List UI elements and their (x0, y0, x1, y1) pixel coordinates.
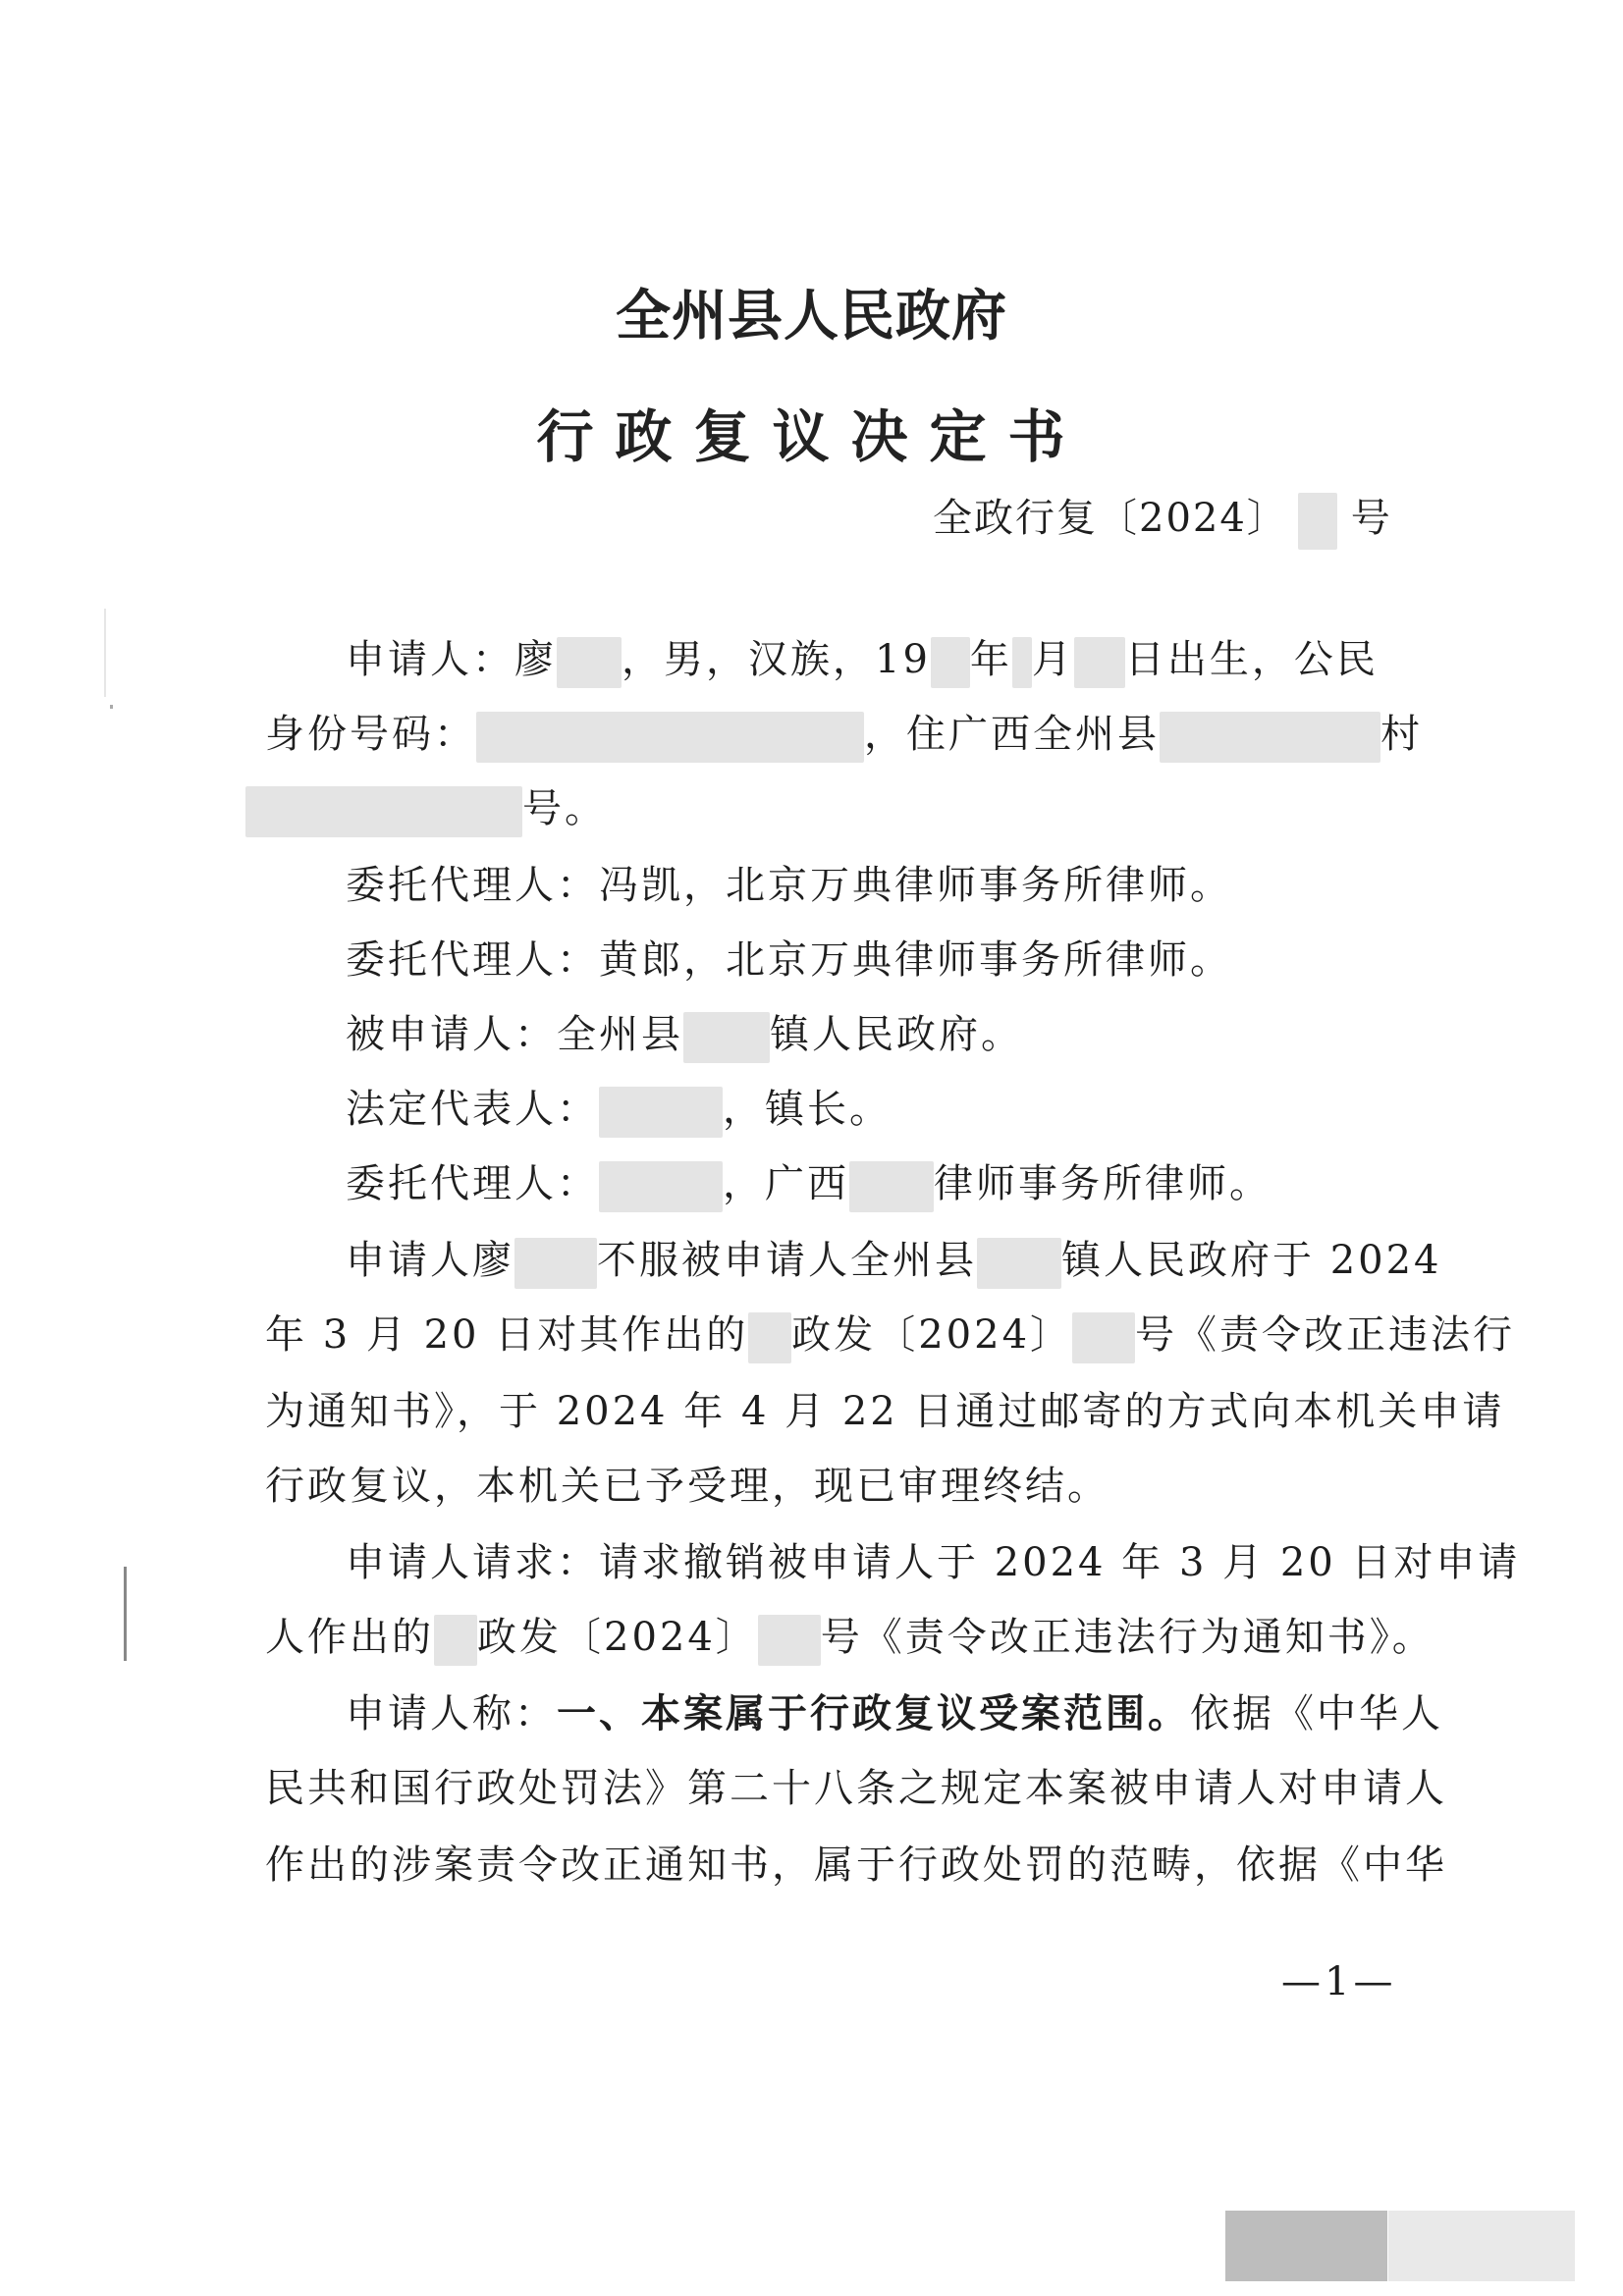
margin-mark (124, 1567, 127, 1661)
text-segment: 镇人民政府于 2024 (1061, 1238, 1442, 1283)
margin-mark (104, 609, 106, 697)
paragraph-line (265, 1608, 1434, 1667)
document-title: 行政复议决定书 (536, 403, 1087, 470)
text-segment: 委托代理人： (346, 1161, 599, 1206)
text-segment: 年 3 月 20 日对其作出的 (265, 1312, 749, 1358)
redaction (1298, 493, 1337, 550)
redaction (599, 1161, 723, 1212)
text-segment: 镇人民政府。 (770, 1012, 1023, 1057)
redaction (514, 1238, 597, 1289)
redaction (758, 1615, 821, 1666)
text-segment: 法定代表人： (346, 1087, 599, 1132)
text-segment: 号《责令改正违法行为通知书》。 (820, 1615, 1434, 1660)
text-segment: 政发〔2024〕 (477, 1615, 758, 1660)
text-segment: 日出生，公民 (1124, 637, 1379, 682)
text-segment: 依据《中华人 (1190, 1691, 1443, 1736)
text-segment: ，镇长。 (723, 1087, 892, 1132)
redaction (476, 712, 864, 763)
text-segment: 申请人：廖 (346, 637, 557, 682)
paragraph-line (265, 1306, 1516, 1364)
text-segment: 被申请人：全州县 (346, 1012, 683, 1057)
paragraph-line: 民共和国行政处罚法》第二十八条之规定本案被申请人对申请人 (265, 1766, 1447, 1811)
text-segment: ，广西 (723, 1161, 849, 1206)
redaction (977, 1238, 1061, 1289)
document-number-suffix: 号 (1350, 496, 1392, 541)
redaction (683, 1012, 770, 1063)
document-number-prefix: 全政行复〔2024〕 (933, 496, 1288, 541)
text-segment: ，住广西全州县 (864, 712, 1160, 757)
applicant-address-line (245, 779, 1370, 838)
text-segment: 一、本案属于行政复议受案范围。 (557, 1690, 1190, 1736)
redaction (849, 1161, 934, 1212)
agent-line-2: 委托代理人：黄郎，北京万典律师事务所律师。 (346, 937, 1232, 983)
redaction (931, 637, 970, 688)
text-segment: ，男，汉族，19 (622, 637, 931, 682)
document-number (933, 487, 1392, 550)
applicant-line (346, 630, 1389, 689)
paragraph-line (346, 1684, 1443, 1743)
text-segment: 年 (969, 637, 1012, 682)
redaction (748, 1312, 791, 1363)
page-number: —1— (1281, 1959, 1397, 2004)
redaction (1160, 712, 1380, 763)
redaction (1072, 1312, 1135, 1363)
corner-redaction (1388, 2211, 1575, 2281)
paragraph-line: 作出的涉案责令改正通知书，属于行政处罚的范畴，依据《中华 (265, 1842, 1447, 1888)
redaction (245, 786, 522, 837)
applicant-id-line (265, 705, 1423, 764)
redaction (557, 637, 622, 688)
text-segment: 身份号码： (265, 712, 476, 757)
paragraph-line: 申请人请求：请求撤销被申请人于 2024 年 3 月 20 日对申请 (346, 1540, 1521, 1585)
margin-mark (110, 705, 113, 709)
respondent-line (346, 1005, 1389, 1064)
redaction (434, 1615, 477, 1666)
text-segment: 律师事务所律师。 (934, 1161, 1271, 1206)
text-segment: 号。 (522, 786, 607, 831)
legal-representative-line (346, 1080, 1389, 1139)
text-segment: 月 (1031, 637, 1074, 682)
text-segment: 号《责令改正违法行 (1135, 1312, 1516, 1358)
text-segment: 村 (1380, 712, 1423, 757)
text-segment: 政发〔2024〕 (791, 1312, 1073, 1358)
document-title-organization: 全州县人民政府 (616, 284, 1007, 348)
text-segment: 申请人廖 (346, 1238, 514, 1283)
agent-line-1: 委托代理人：冯凯，北京万典律师事务所律师。 (346, 863, 1232, 908)
redaction (599, 1087, 723, 1138)
redaction (1012, 637, 1032, 688)
redaction (1074, 637, 1125, 688)
corner-redaction (1225, 2211, 1387, 2281)
paragraph-line (346, 1231, 1442, 1290)
text-segment: 人作出的 (265, 1615, 434, 1660)
text-segment: 申请人称： (346, 1691, 557, 1736)
text-segment: 不服被申请人全州县 (597, 1238, 977, 1283)
paragraph-line: 为通知书》，于 2024 年 4 月 22 日通过邮寄的方式向本机关申请 (265, 1389, 1505, 1434)
paragraph-line: 行政复议，本机关已予受理，现已审理终结。 (265, 1464, 1109, 1509)
respondent-agent-line (346, 1154, 1389, 1213)
